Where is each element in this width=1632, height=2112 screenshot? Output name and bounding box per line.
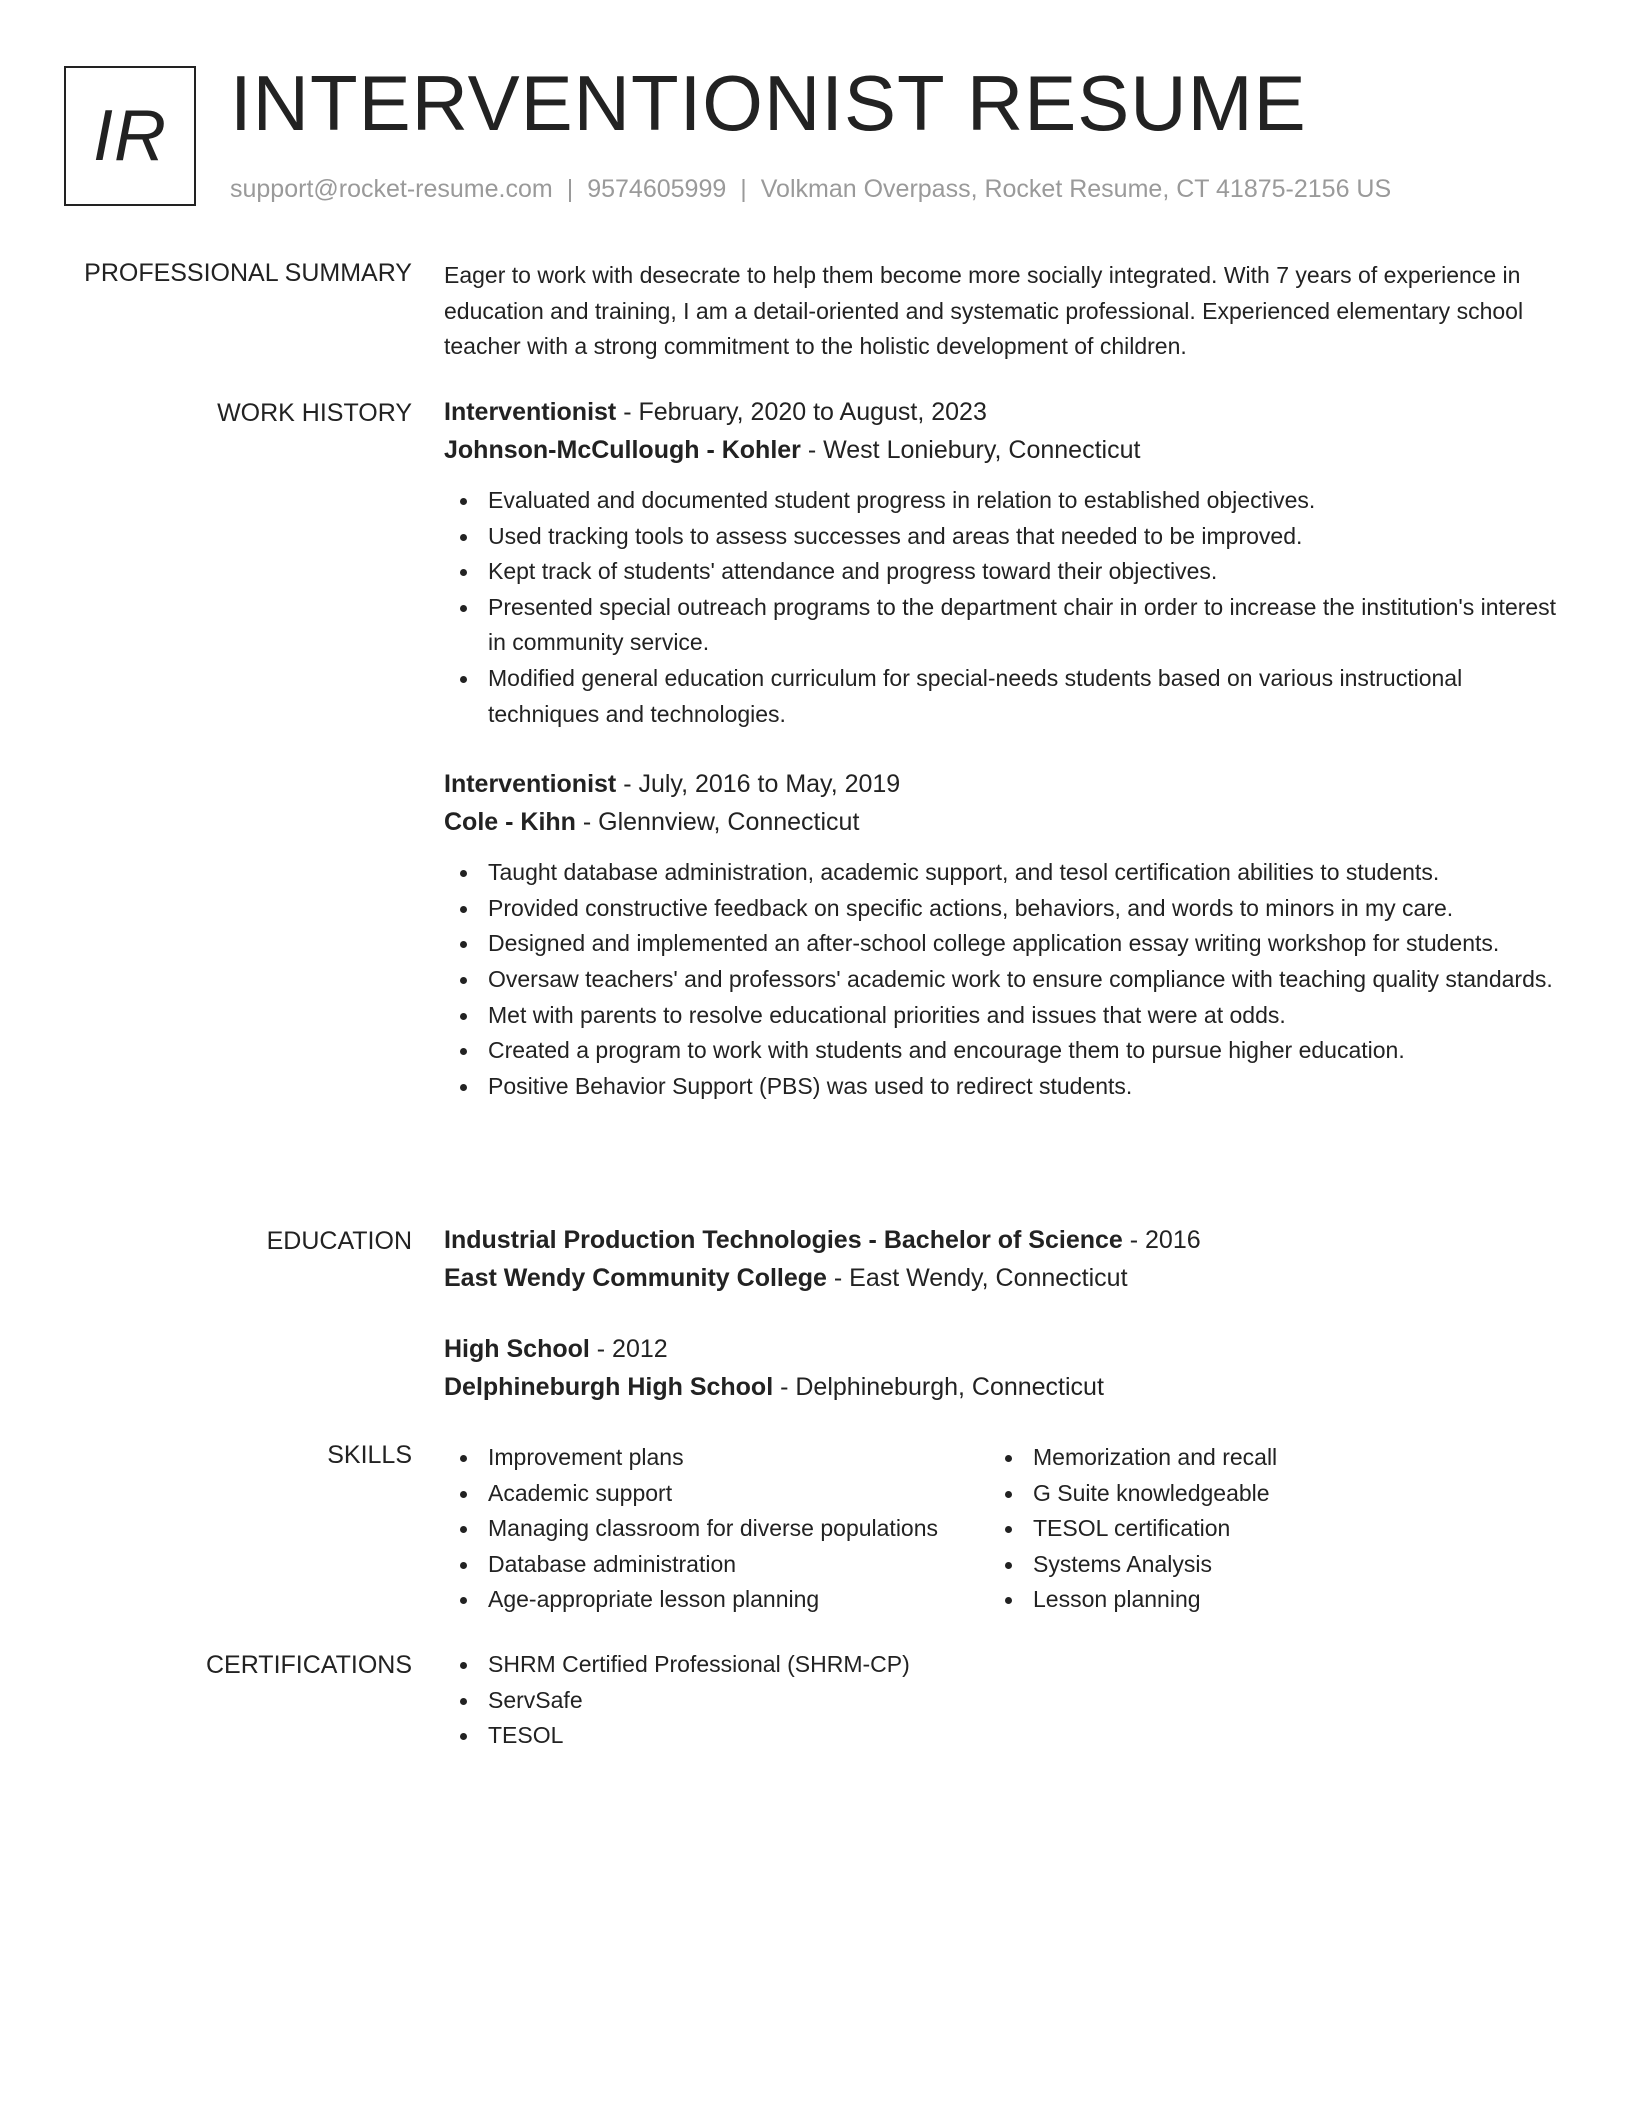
list-item: Evaluated and documented student progress in relation to established objectives.: [488, 483, 1564, 519]
monogram-initials: IR: [93, 96, 167, 176]
job-employer: Johnson-McCullough - Kohler: [444, 435, 801, 464]
monogram-box: [64, 66, 196, 206]
list-item: Oversaw teachers' and professors' academic work to ensure compliance with teaching quality standards.: [488, 962, 1564, 998]
job-employer: Cole - Kihn: [444, 807, 576, 836]
degree-line: [444, 1222, 1564, 1260]
list-item: Age-appropriate lesson planning: [488, 1582, 989, 1618]
list-item: Memorization and recall: [1033, 1440, 1489, 1476]
contact-separator: |: [740, 175, 747, 203]
list-item: Kept track of students' attendance and progress toward their objectives.: [488, 554, 1564, 590]
certifications-section: [444, 1647, 1564, 1754]
job-dates: - July, 2016 to May, 2019: [616, 770, 901, 799]
school-location: - East Wendy, Connecticut: [826, 1263, 1128, 1292]
list-item: Created a program to work with students and encourage them to pursue higher education.: [488, 1033, 1564, 1069]
summary-text: Eager to work with desecrate to help them become more socially integrated. With 7 years of experience in education and training, I am a detail-oriented and systematic professional. Experienced elementary school teacher with a strong commitment to the holistic development of children.: [444, 262, 1524, 360]
skills-list: [989, 1440, 1489, 1618]
list-item: Met with parents to resolve educational priorities and issues that were at odds.: [488, 998, 1564, 1034]
resume-title: INTERVENTIONIST RESUME: [230, 59, 1307, 147]
skills-column: [989, 1440, 1489, 1618]
list-item: Academic support: [488, 1476, 989, 1512]
school: East Wendy Community College: [444, 1263, 827, 1292]
degree: Industrial Production Technologies - Bachelor of Science: [444, 1226, 1123, 1254]
school: Delphineburgh High School: [444, 1372, 774, 1401]
job-bullets: [444, 855, 1564, 1104]
skills-column: [444, 1440, 989, 1618]
list-item: SHRM Certified Professional (SHRM-CP): [488, 1647, 1564, 1683]
work-history-section: [444, 394, 1564, 1104]
job-location: - Glennview, Connecticut: [575, 807, 860, 836]
job-entry: [444, 394, 1564, 732]
certifications-label: CERTIFICATIONS: [205, 1651, 412, 1679]
list-item: Systems Analysis: [1033, 1547, 1489, 1583]
list-item: TESOL: [488, 1718, 1564, 1754]
school-location: - Delphineburgh, Connecticut: [773, 1372, 1104, 1401]
contact-separator: |: [566, 175, 574, 203]
job-title-line: [444, 766, 1564, 804]
list-item: Lesson planning: [1033, 1582, 1489, 1618]
list-item: Database administration: [488, 1547, 989, 1583]
skills-section: [444, 1440, 1564, 1618]
degree: High School: [444, 1335, 590, 1363]
contact-phone: 9574605999: [587, 175, 727, 203]
skills-list: [444, 1440, 989, 1618]
job-employer-line: [444, 432, 1564, 470]
list-item: Presented special outreach programs to the department chair in order to increase the institution's interest in community service.: [488, 590, 1564, 661]
skills-label: SKILLS: [327, 1441, 412, 1469]
list-item: Managing classroom for diverse populations: [488, 1511, 989, 1547]
job-title: Interventionist: [444, 398, 617, 426]
education-section: [444, 1222, 1564, 1406]
list-item: Modified general education curriculum for special-needs students based on various instructional techniques and technologies.: [488, 661, 1564, 732]
job-dates: - February, 2020 to August, 2023: [616, 398, 987, 426]
school-line: [444, 1260, 1564, 1298]
degree-year: - 2012: [589, 1335, 668, 1363]
certifications-list: [444, 1647, 1564, 1754]
school-line: [444, 1369, 1564, 1407]
contact-email: support@rocket-resume.com: [230, 175, 553, 203]
list-item: TESOL certification: [1033, 1511, 1489, 1547]
contact-line: [230, 174, 1391, 204]
job-title: Interventionist: [444, 770, 617, 799]
job-employer-line: [444, 804, 1564, 842]
job-title-line: [444, 394, 1564, 432]
list-item: Used tracking tools to assess successes and areas that needed to be improved.: [488, 519, 1564, 555]
education-entry: [444, 1222, 1564, 1297]
list-item: G Suite knowledgeable: [1033, 1476, 1489, 1512]
education-label: EDUCATION: [266, 1227, 412, 1255]
work-history-label: WORK HISTORY: [217, 399, 412, 427]
list-item: Taught database administration, academic support, and tesol certification abilities to students.: [488, 855, 1564, 891]
education-entry: [444, 1331, 1564, 1406]
list-item: ServSafe: [488, 1683, 1564, 1719]
summary-label: PROFESSIONAL SUMMARY: [84, 259, 412, 287]
job-entry: [444, 766, 1564, 1104]
job-location: - West Loniebury, Connecticut: [800, 435, 1141, 464]
list-item: Designed and implemented an after-school college application essay writing workshop for students.: [488, 926, 1564, 962]
list-item: Positive Behavior Support (PBS) was used to redirect students.: [488, 1069, 1564, 1105]
degree-line: [444, 1331, 1564, 1369]
list-item: Improvement plans: [488, 1440, 989, 1476]
contact-address: Volkman Overpass, Rocket Resume, CT 41875-2156 US: [760, 175, 1392, 203]
list-item: Provided constructive feedback on specific actions, behaviors, and words to minors in my care.: [488, 891, 1564, 927]
job-bullets: [444, 483, 1564, 732]
degree-year: - 2016: [1122, 1226, 1201, 1254]
